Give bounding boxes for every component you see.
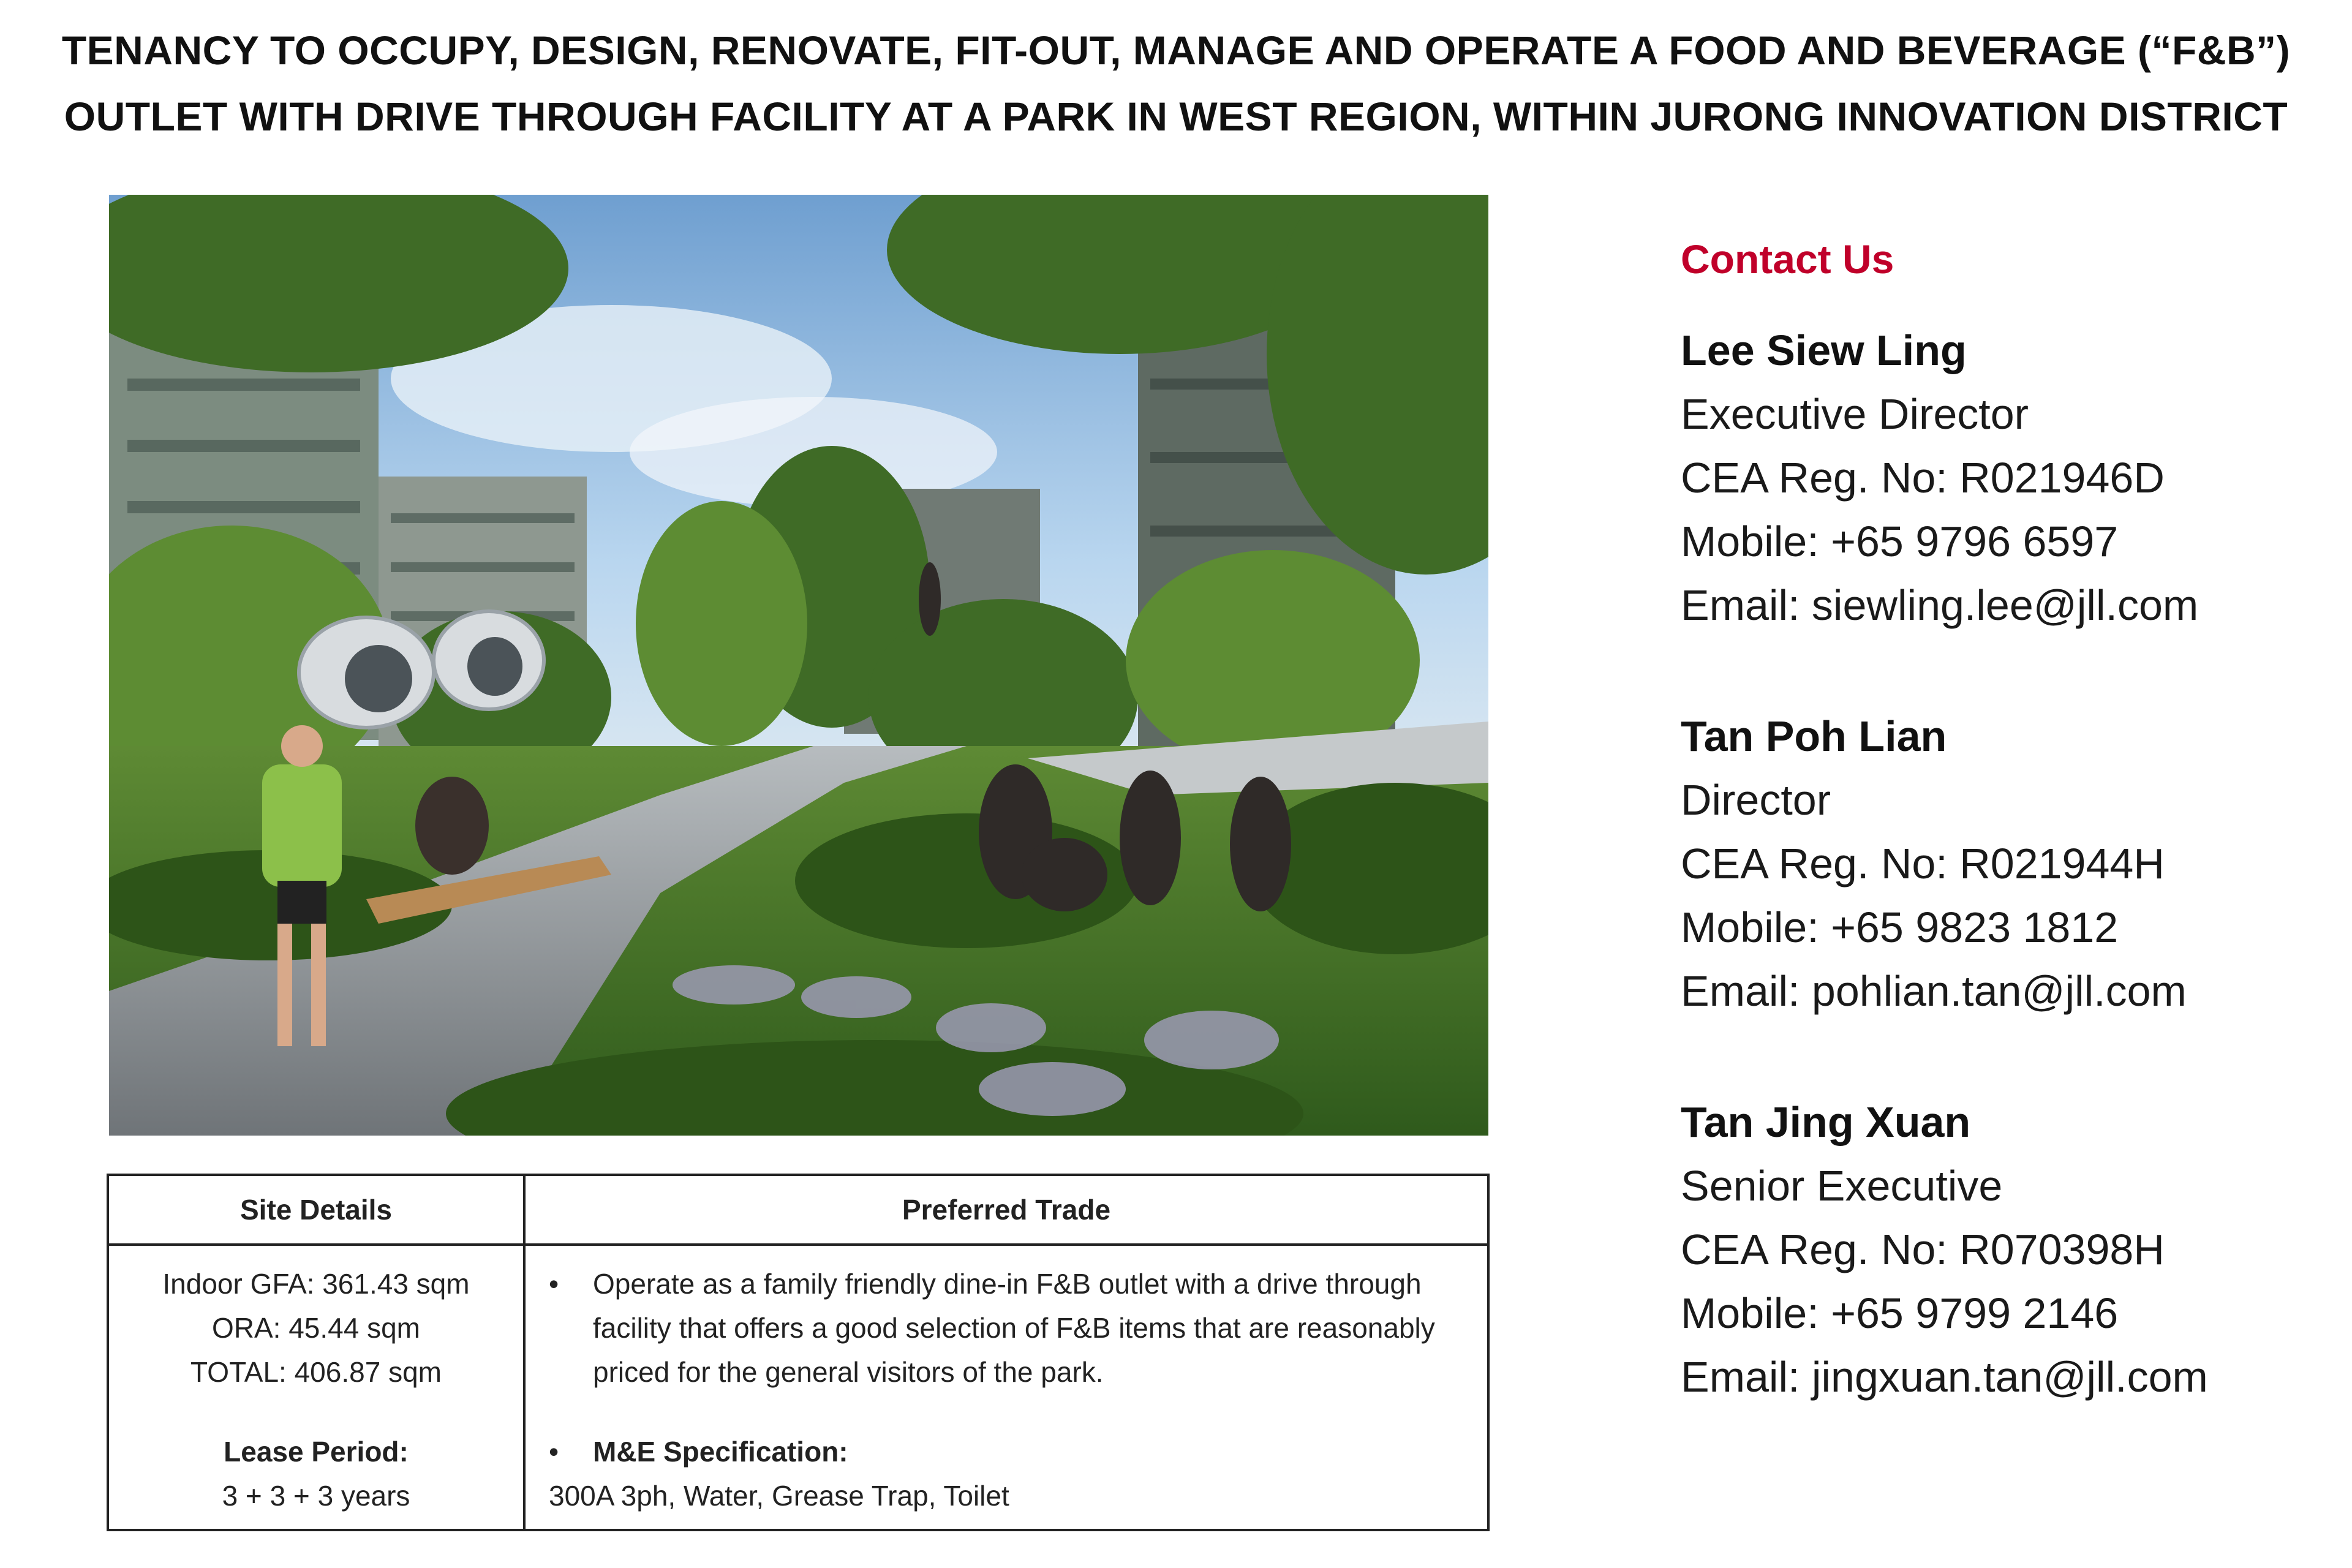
site-details-cell bbox=[108, 1245, 524, 1530]
bullet-icon: • bbox=[549, 1268, 559, 1300]
contact-email: Email: jingxuan.tan@jll.com bbox=[1681, 1353, 2208, 1401]
lease-period-label: Lease Period: bbox=[224, 1436, 409, 1468]
contact-role: Executive Director bbox=[1681, 390, 2029, 438]
list-item bbox=[549, 1262, 1469, 1394]
contact-cea: CEA Reg. No: R070398H bbox=[1681, 1226, 2165, 1273]
total-area: TOTAL: 406.87 sqm bbox=[190, 1356, 442, 1388]
table-header-row bbox=[108, 1175, 1488, 1245]
contact-email: Email: siewling.lee@jll.com bbox=[1681, 581, 2199, 629]
me-spec-detail: 300A 3ph, Water, Grease Trap, Toilet bbox=[549, 1480, 1009, 1512]
lease-period-value: 3 + 3 + 3 years bbox=[222, 1480, 410, 1512]
bullet-icon: • bbox=[549, 1436, 559, 1468]
contact-role: Senior Executive bbox=[1681, 1162, 2003, 1210]
contact-card bbox=[1681, 1090, 2330, 1409]
contact-cea: CEA Reg. No: R021946D bbox=[1681, 454, 2165, 502]
contact-mobile: Mobile: +65 9799 2146 bbox=[1681, 1289, 2119, 1337]
contact-section bbox=[1681, 232, 2330, 1476]
contact-cea: CEA Reg. No: R021944H bbox=[1681, 840, 2165, 888]
page-title bbox=[0, 17, 2352, 149]
contact-card bbox=[1681, 318, 2330, 637]
trade-description: Operate as a family friendly dine-in F&B outlet with a drive through facility that offers a good selection of F&B items that are reasonably priced for the general visitors of the park. bbox=[593, 1268, 1435, 1388]
preferred-trade-header: Preferred Trade bbox=[524, 1175, 1488, 1245]
contact-mobile: Mobile: +65 9823 1812 bbox=[1681, 903, 2119, 951]
ora-area: ORA: 45.44 sqm bbox=[211, 1312, 421, 1344]
indoor-gfa: Indoor GFA: 361.43 sqm bbox=[162, 1268, 470, 1300]
contact-name: Tan Poh Lian bbox=[1681, 712, 1947, 760]
contact-role: Director bbox=[1681, 776, 1831, 824]
contact-heading: Contact Us bbox=[1681, 236, 1894, 282]
contact-email: Email: pohlian.tan@jll.com bbox=[1681, 967, 2187, 1015]
site-details-header: Site Details bbox=[108, 1175, 524, 1245]
contact-card bbox=[1681, 704, 2330, 1023]
table-row bbox=[108, 1245, 1488, 1530]
title-line-1: TENANCY TO OCCUPY, DESIGN, RENOVATE, FIT-OUT, MANAGE AND OPERATE A FOOD AND BEVERAGE (“F&B”) bbox=[61, 28, 2291, 73]
park-rendering-image bbox=[109, 195, 1488, 1136]
contact-mobile: Mobile: +65 9796 6597 bbox=[1681, 518, 2119, 565]
site-details-table bbox=[107, 1174, 1490, 1531]
list-item bbox=[549, 1430, 1469, 1474]
preferred-trade-cell bbox=[524, 1245, 1488, 1530]
contact-name: Tan Jing Xuan bbox=[1681, 1098, 1971, 1146]
title-line-2: OUTLET WITH DRIVE THROUGH FACILITY AT A PARK IN WEST REGION, WITHIN JURONG INNOVATION DISTRICT bbox=[64, 94, 2288, 139]
contact-name: Lee Siew Ling bbox=[1681, 326, 1967, 374]
me-spec-label: M&E Specification: bbox=[593, 1436, 848, 1468]
